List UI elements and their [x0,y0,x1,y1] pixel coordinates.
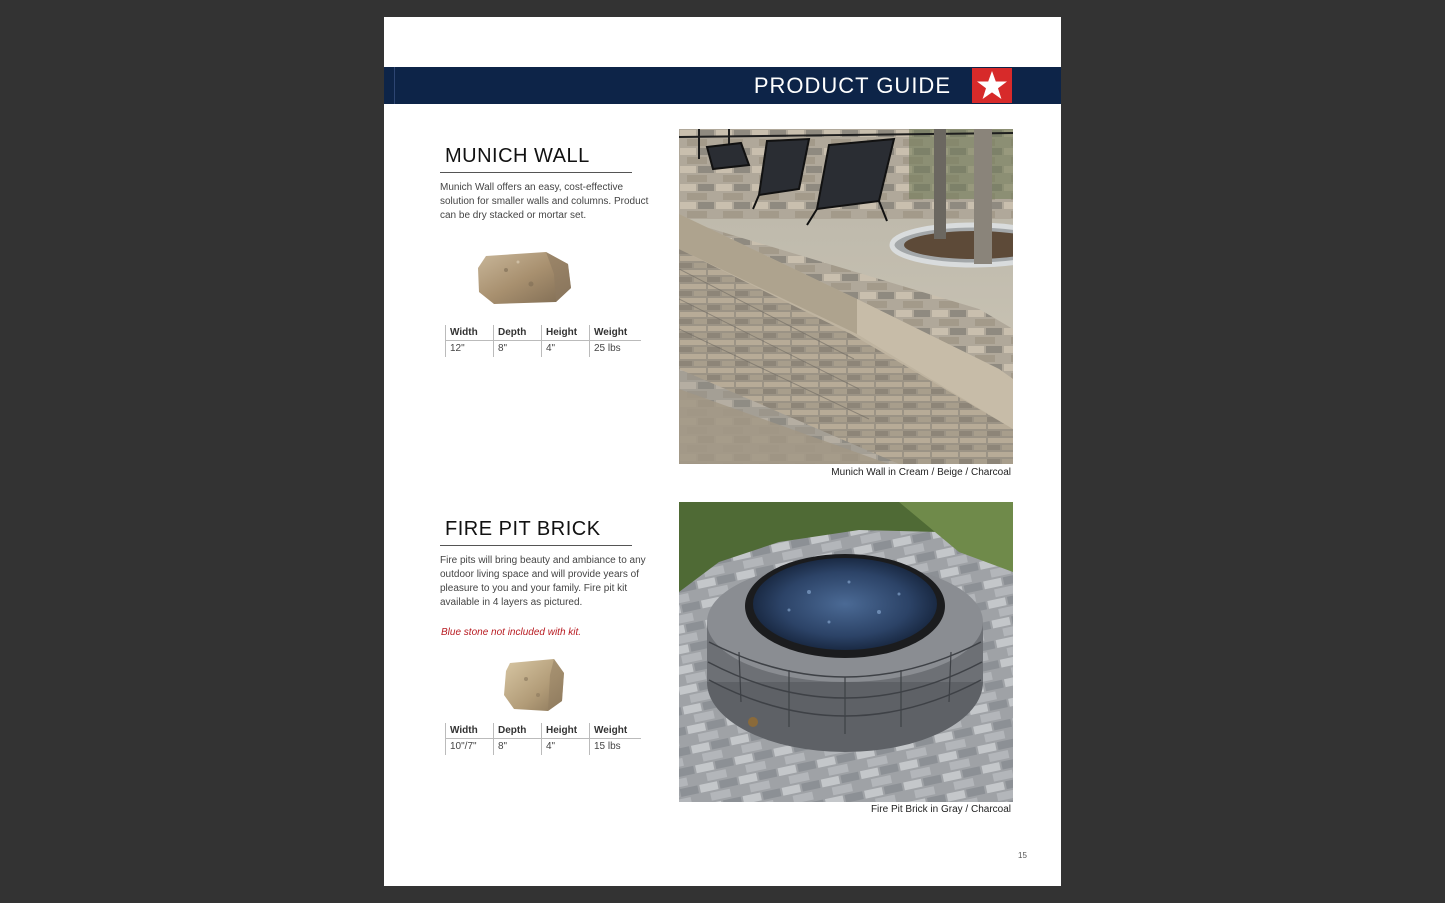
spec-header: Height [546,327,578,338]
spec-table-fire-pit-brick [445,723,641,755]
star-icon [976,70,1008,101]
munich-wall-block-image [476,250,574,306]
spec-table-munich-wall [445,325,641,357]
spec-col-width [445,325,494,357]
spec-value: 12" [450,343,465,354]
munich-wall-photo [679,129,1013,464]
spec-header: Depth [498,725,527,736]
spec-col-depth [493,325,542,357]
spec-col-weight [589,723,638,755]
photo-caption: Fire Pit Brick in Gray / Charcoal [870,804,1011,815]
spec-col-height [541,723,590,755]
photo-caption: Munich Wall in Cream / Beige / Charcoal [831,467,1011,478]
spec-header: Height [546,725,578,736]
document-page [384,17,1061,886]
title-rule [440,172,632,173]
spec-header: Depth [498,327,527,338]
spec-header: Width [450,327,478,338]
spec-header: Width [450,725,478,736]
section-description: Munich Wall offers an easy, cost-effective solution for smaller walls and columns. Product can be dry stacked or mortar set. [440,182,649,221]
spec-value: 4" [546,741,556,752]
spec-value: 4" [546,343,556,354]
spec-value: 8" [498,343,508,354]
spec-value: 10"/7" [450,741,477,752]
fire-pit-brick-image [502,657,568,713]
spec-header: Weight [594,725,628,736]
spec-value: 15 lbs [594,741,621,752]
page-title: PRODUCT GUIDE [753,73,951,98]
section-title-fire-pit-brick: FIRE PIT BRICK [445,518,601,540]
fire-pit-photo [679,502,1013,802]
page-number: 15 [1018,851,1027,860]
section-note: Blue stone not included with kit. [441,627,582,638]
spec-col-width [445,723,494,755]
spec-value: 8" [498,741,508,752]
section-description: Fire pits will bring beauty and ambiance to any outdoor living space and will provide years of pleasure to you and your family. Fire pit kit available in 4 layers as pictured. [440,555,646,608]
section-title-munich-wall: MUNICH WALL [445,145,590,167]
spec-value: 25 lbs [594,343,621,354]
spec-col-height [541,325,590,357]
header-banner [384,67,1061,104]
spec-header: Weight [594,327,628,338]
star-logo [972,68,1012,103]
banner-divider [394,67,395,104]
title-rule [440,545,632,546]
spec-col-depth [493,723,542,755]
spec-col-weight [589,325,638,357]
